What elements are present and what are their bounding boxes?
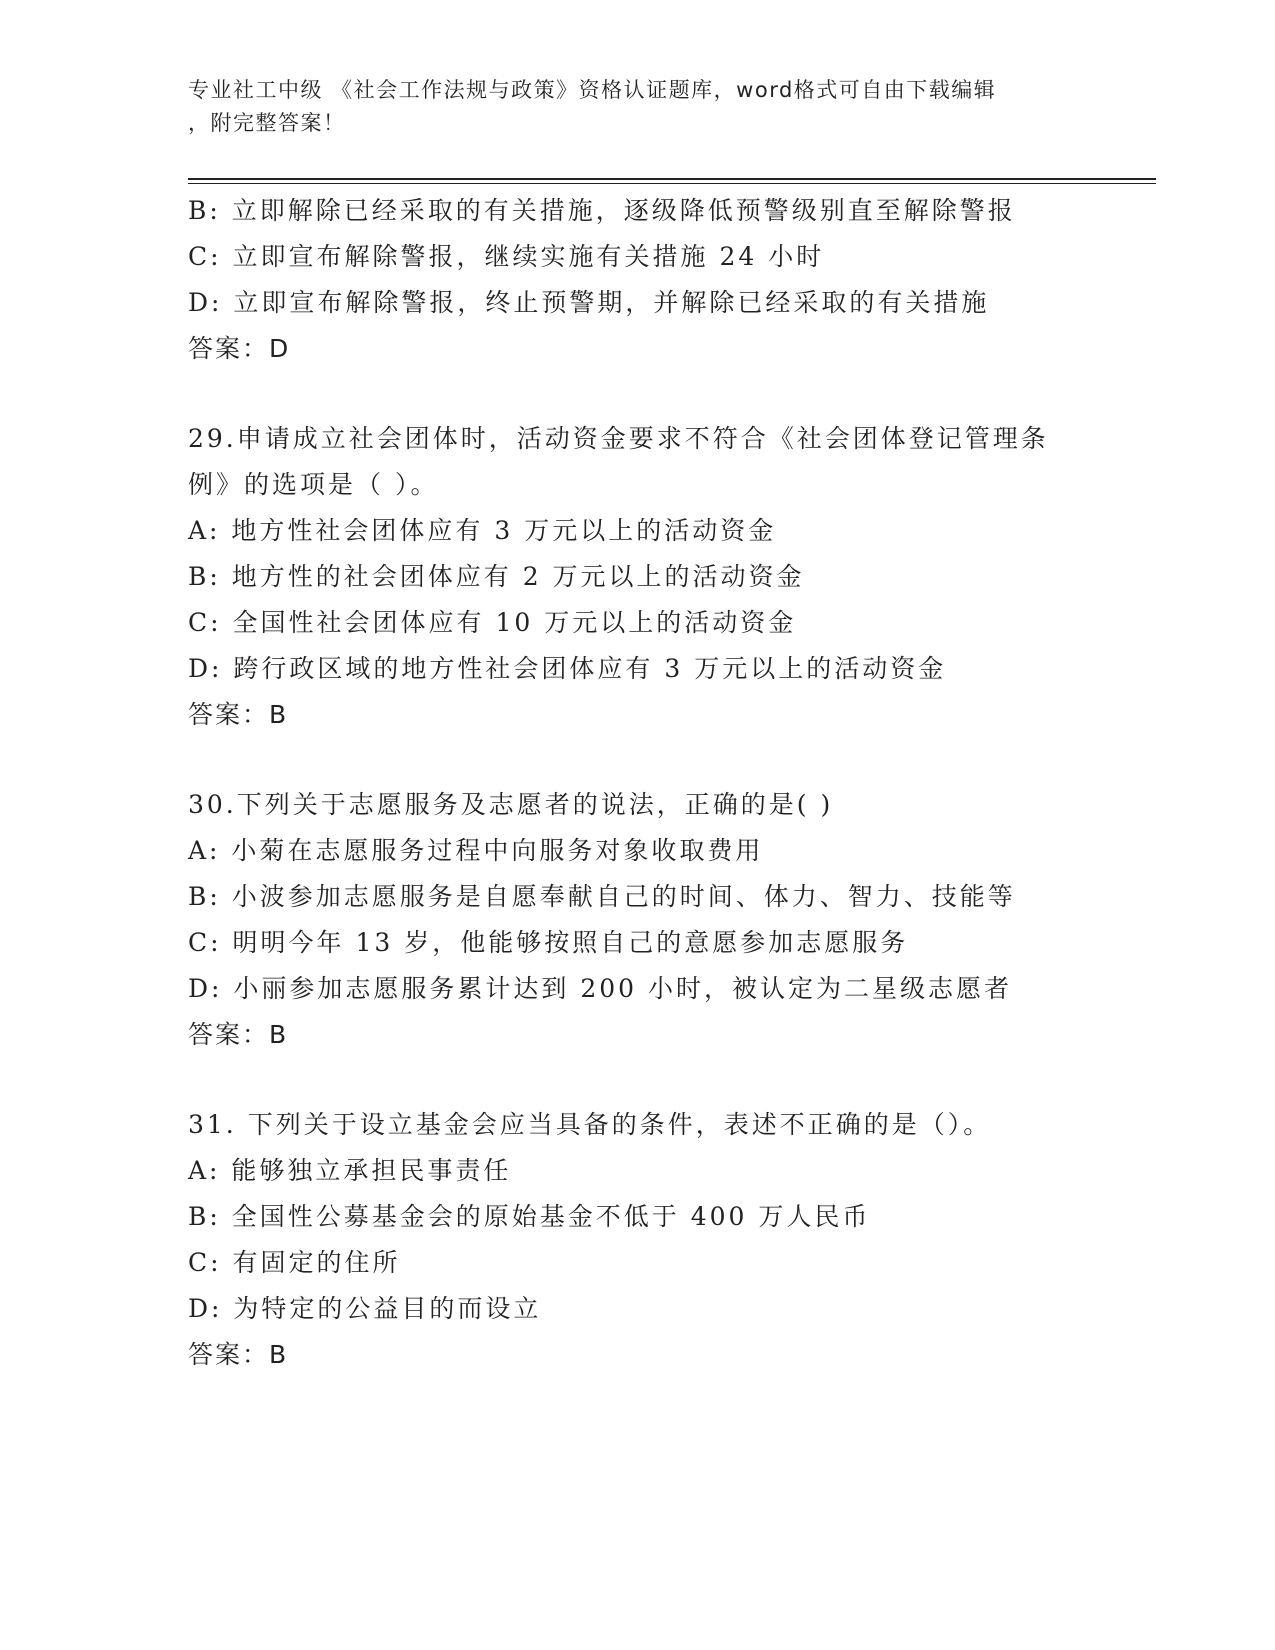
option-c: C: 全国性社会团体应有 10 万元以上的活动资金 [188,608,797,637]
option-d: D: 立即宣布解除警报，终止预警期，并解除已经采取的有关措施 [188,288,990,317]
option-c: C: 有固定的住所 [188,1248,401,1277]
answer: 答案：B [188,1020,289,1049]
header-rule-thick [188,178,1156,180]
spacer [188,1058,1148,1102]
option-c: C: 明明今年 13 岁，他能够按照自己的意愿参加志愿服务 [188,928,909,957]
question-31 [188,1102,1148,1378]
option-d: D: 跨行政区域的地方性社会团体应有 3 万元以上的活动资金 [188,654,947,683]
spacer [188,372,1148,416]
question-stem: 29.申请成立社会团体时，活动资金要求不符合《社会团体登记管理条 [188,424,1049,453]
question-28 [188,188,1148,372]
option-c: C: 立即宣布解除警报，继续实施有关措施 24 小时 [188,242,825,271]
answer: 答案：B [188,700,289,729]
option-d: D: 为特定的公益目的而设立 [188,1294,542,1323]
option-b: B: 小波参加志愿服务是自愿奉献自己的时间、体力、智力、技能等 [188,882,1016,911]
option-a: A: 地方性社会团体应有 3 万元以上的活动资金 [188,516,777,545]
document-header [188,74,1088,140]
option-b: B: 地方性的社会团体应有 2 万元以上的活动资金 [188,562,805,591]
header-rule-thin [188,183,1156,184]
option-a: A: 小菊在志愿服务过程中向服务对象收取费用 [188,836,764,865]
header-title-line2: ，附完整答案！ [188,111,346,135]
question-list [188,188,1148,1378]
option-d: D: 小丽参加志愿服务累计达到 200 小时，被认定为二星级志愿者 [188,974,1013,1003]
spacer [188,738,1148,782]
answer: 答案：D [188,334,291,363]
question-stem: 31. 下列关于设立基金会应当具备的条件，表述不正确的是（）。 [188,1110,992,1139]
question-30 [188,782,1148,1058]
question-stem: 30.下列关于志愿服务及志愿者的说法，正确的是( ) [188,790,834,819]
answer: 答案：B [188,1340,289,1369]
question-stem-continued: 例》的选项是（ ）。 [188,470,439,499]
header-title-line1: 专业社工中级 《社会工作法规与政策》资格认证题库，word格式可自由下载编辑 [188,78,997,102]
option-a: A: 能够独立承担民事责任 [188,1156,512,1185]
question-29 [188,416,1148,738]
option-b: B: 立即解除已经采取的有关措施，逐级降低预警级别直至解除警报 [188,196,1016,225]
option-b: B: 全国性公募基金会的原始基金不低于 400 万人民币 [188,1202,871,1231]
